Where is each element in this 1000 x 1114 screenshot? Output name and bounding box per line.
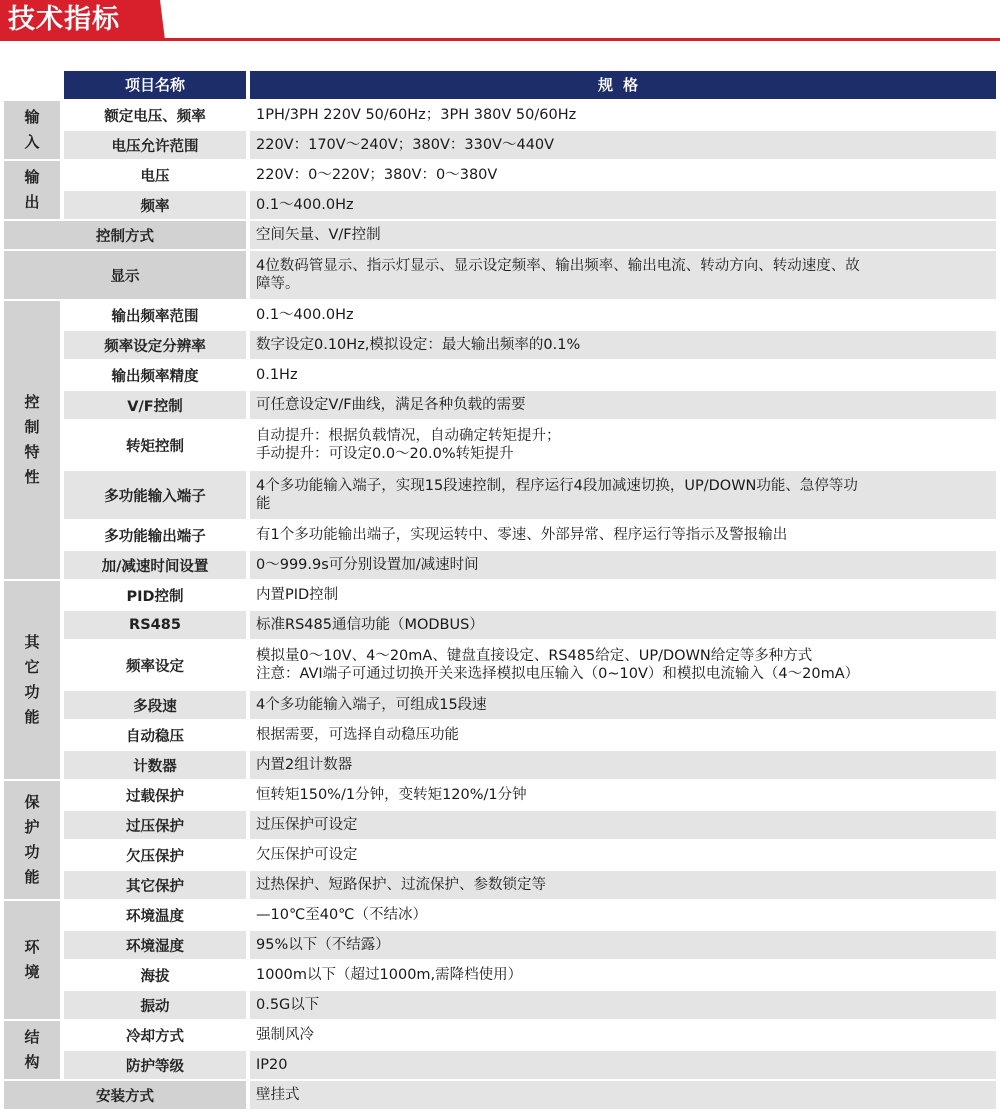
table-row (64, 641, 996, 689)
row-item-name: 频率设定分辨率 (64, 331, 246, 359)
spec-line: 过热保护、短路保护、过流保护、参数锁定等 (256, 877, 546, 893)
spec-line: 4个多功能输入端子，实现15段速控制，程序运行4段加减速切换，UP/DOWN功能、急停等功 (256, 478, 858, 494)
group-label: 环境 (4, 901, 60, 1019)
group-label: 输出 (4, 161, 60, 219)
row-item-name: 电压允许范围 (64, 131, 246, 159)
row-spec (250, 751, 996, 779)
group-rows (4, 1081, 996, 1109)
row-spec (250, 901, 996, 929)
row-spec (250, 581, 996, 609)
row-spec (250, 641, 996, 689)
table-row (64, 811, 996, 839)
spec-group (4, 1021, 996, 1079)
group-rows (64, 581, 996, 779)
header-item-name: 项目名称 (64, 71, 246, 99)
banner-underline (0, 38, 1000, 41)
row-spec (250, 931, 996, 959)
table-row (4, 251, 996, 299)
row-item-name: 输出频率范围 (64, 301, 246, 329)
group-label: 其它功能 (4, 581, 60, 779)
row-item-name: 电压 (64, 161, 246, 189)
row-item-name: 环境湿度 (64, 931, 246, 959)
table-row (64, 1051, 996, 1079)
table-row (64, 781, 996, 809)
row-spec (250, 161, 996, 189)
row-item-name: 输出频率精度 (64, 361, 246, 389)
spec-line: 手动提升：可设定0.0～20.0%转矩提升 (256, 446, 514, 462)
spec-line: 模拟量0～10V、4～20mA、键盘直接设定、RS485给定、UP/DOWN给定等多种方式 (256, 648, 813, 664)
row-item-name: 振动 (64, 991, 246, 1019)
table-row (64, 931, 996, 959)
table-row (4, 1081, 996, 1109)
spec-group (4, 101, 996, 159)
group-rows (4, 251, 996, 299)
table-row (64, 131, 996, 159)
table-row (64, 691, 996, 719)
table-row (64, 551, 996, 579)
table-row (64, 581, 996, 609)
row-spec (250, 471, 996, 519)
page-title: 技术指标 (8, 4, 120, 35)
table-row (64, 611, 996, 639)
row-item-name: 频率 (64, 191, 246, 219)
spec-group (4, 221, 996, 249)
group-rows (64, 161, 996, 219)
row-item-name: 过压保护 (64, 811, 246, 839)
header-specification: 规格 (250, 71, 996, 99)
spec-line: 4位数码管显示、指示灯显示、显示设定频率、输出频率、输出电流、转动方向、转动速度、故 (256, 258, 860, 274)
spec-line: 数字设定0.10Hz,模拟设定：最大输出频率的0.1% (256, 337, 581, 353)
row-item-name: 海拔 (64, 961, 246, 989)
spec-line: 1000m以下（超过1000m,需降档使用） (256, 967, 523, 983)
row-item-name: 欠压保护 (64, 841, 246, 869)
table-row (64, 421, 996, 469)
row-item-name: 额定电压、频率 (64, 101, 246, 129)
row-item-name: 加/减速时间设置 (64, 551, 246, 579)
row-item-name: 控制方式 (4, 221, 246, 249)
row-spec (250, 131, 996, 159)
row-spec (250, 391, 996, 419)
table-row (4, 221, 996, 249)
spec-line: 220V：170V～240V；380V：330V～440V (256, 137, 555, 153)
spec-group (4, 301, 996, 579)
row-spec (250, 1081, 996, 1109)
table-body (4, 101, 996, 1109)
spec-line: 0.5G以下 (256, 997, 320, 1013)
row-item-name: 过载保护 (64, 781, 246, 809)
spec-line: 壁挂式 (256, 1087, 300, 1103)
table-row (64, 161, 996, 189)
group-label: 输入 (4, 101, 60, 159)
spec-group (4, 781, 996, 899)
row-spec (250, 191, 996, 219)
group-rows (64, 781, 996, 899)
row-item-name: RS485 (64, 611, 246, 639)
spec-line: 220V：0～220V；380V：0～380V (256, 167, 498, 183)
spec-line: 恒转矩150%/1分钟，变转矩120%/1分钟 (256, 787, 527, 803)
spec-line: 根据需要，可选择自动稳压功能 (256, 727, 459, 743)
spec-group (4, 901, 996, 1019)
table-row (64, 191, 996, 219)
spec-line: 空间矢量、V/F控制 (256, 227, 381, 243)
table-row (64, 841, 996, 869)
row-spec (250, 611, 996, 639)
row-spec (250, 691, 996, 719)
row-item-name: 多功能输入端子 (64, 471, 246, 519)
row-spec (250, 221, 996, 249)
group-rows (64, 901, 996, 1019)
row-item-name: 防护等级 (64, 1051, 246, 1079)
table-row (64, 1021, 996, 1049)
row-item-name: 冷却方式 (64, 1021, 246, 1049)
spec-line: —10℃至40℃（不结冰） (256, 907, 427, 923)
spec-line: 过压保护可设定 (256, 817, 358, 833)
spec-group (4, 581, 996, 779)
spec-group (4, 161, 996, 219)
spec-line: 0～999.9s可分别设置加/减速时间 (256, 557, 479, 573)
row-item-name: 转矩控制 (64, 421, 246, 469)
row-spec (250, 521, 996, 549)
group-rows (64, 101, 996, 159)
spec-line: 可任意设定V/F曲线，满足各种负载的需要 (256, 397, 526, 413)
spec-line: 能 (256, 496, 271, 512)
row-item-name: 安装方式 (4, 1081, 246, 1109)
table-row (64, 101, 996, 129)
group-rows (64, 1021, 996, 1079)
group-rows (4, 221, 996, 249)
row-spec (250, 361, 996, 389)
spec-line: 0.1～400.0Hz (256, 307, 354, 323)
table-row (64, 751, 996, 779)
spec-table (4, 71, 996, 1111)
table-row (64, 961, 996, 989)
row-spec (250, 841, 996, 869)
spec-line: 障等。 (256, 276, 300, 292)
row-item-name: 其它保护 (64, 871, 246, 899)
row-item-name: 显示 (4, 251, 246, 299)
spec-line: 标准RS485通信功能（MODBUS） (256, 617, 484, 633)
table-row (64, 901, 996, 929)
row-spec (250, 1021, 996, 1049)
spec-line: 内置PID控制 (256, 587, 339, 603)
table-row (64, 331, 996, 359)
row-spec (250, 421, 996, 469)
group-label: 结构 (4, 1021, 60, 1079)
row-item-name: 自动稳压 (64, 721, 246, 749)
row-spec (250, 251, 996, 299)
table-row (64, 721, 996, 749)
row-spec (250, 101, 996, 129)
spec-line: 内置2组计数器 (256, 757, 353, 773)
group-label: 保护功能 (4, 781, 60, 899)
spec-line: 欠压保护可设定 (256, 847, 358, 863)
spec-line: 0.1Hz (256, 367, 298, 383)
spec-group (4, 1081, 996, 1109)
group-rows (64, 301, 996, 579)
row-spec (250, 301, 996, 329)
row-spec (250, 721, 996, 749)
spec-line: IP20 (256, 1057, 288, 1073)
row-item-name: PID控制 (64, 581, 246, 609)
row-spec (250, 551, 996, 579)
table-row (64, 361, 996, 389)
table-header (4, 71, 996, 99)
table-row (64, 301, 996, 329)
row-item-name: 多段速 (64, 691, 246, 719)
spec-group (4, 251, 996, 299)
table-row (64, 521, 996, 549)
spec-line: 4个多功能输入端子，可组成15段速 (256, 697, 487, 713)
table-row (64, 991, 996, 1019)
row-item-name: 计数器 (64, 751, 246, 779)
spec-line: 1PH/3PH 220V 50/60Hz；3PH 380V 50/60Hz (256, 107, 577, 123)
row-spec (250, 331, 996, 359)
row-item-name: 频率设定 (64, 641, 246, 689)
row-spec (250, 871, 996, 899)
table-row (64, 471, 996, 519)
spec-line: 95%以下（不结露） (256, 937, 390, 953)
table-row (64, 391, 996, 419)
row-spec (250, 811, 996, 839)
row-item-name: 多功能输出端子 (64, 521, 246, 549)
row-spec (250, 991, 996, 1019)
row-spec (250, 1051, 996, 1079)
table-row (64, 871, 996, 899)
spec-line: 自动提升：根据负载情况，自动确定转矩提升； (256, 428, 561, 444)
group-label: 控制特性 (4, 301, 60, 579)
spec-line: 有1个多功能输出端子，实现运转中、零速、外部异常、程序运行等指示及警报输出 (256, 527, 788, 543)
spec-line: 注意：AVI端子可通过切换开关来选择模拟电压输入（0~10V）和模拟电流输入（4～20mA） (256, 666, 860, 682)
spec-line: 0.1～400.0Hz (256, 197, 354, 213)
row-spec (250, 781, 996, 809)
title-banner (0, 0, 1000, 44)
row-spec (250, 961, 996, 989)
row-item-name: 环境温度 (64, 901, 246, 929)
row-item-name: V/F控制 (64, 391, 246, 419)
spec-line: 强制风冷 (256, 1027, 314, 1043)
